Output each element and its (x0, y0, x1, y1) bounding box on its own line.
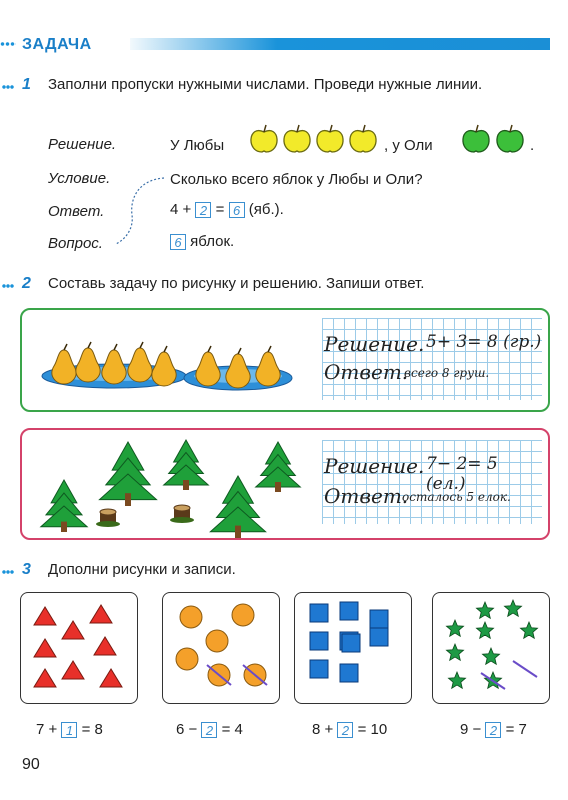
solution-label: Решение. (324, 454, 425, 478)
circles (163, 593, 278, 702)
trees-panel (20, 428, 550, 540)
label-answer: Ответ. (48, 203, 105, 220)
circles-frame (162, 592, 280, 704)
answer-expression (170, 200, 284, 220)
eq-left: 9 − (460, 721, 482, 738)
triangle (62, 621, 84, 639)
pear (76, 342, 100, 382)
triangle (34, 669, 56, 687)
grid-notebook (322, 440, 542, 524)
square (340, 602, 358, 620)
pear (128, 342, 152, 382)
eq-right: = 4 (221, 721, 243, 738)
task3-text: Дополни рисунки и записи. (48, 561, 236, 578)
equation-3 (312, 721, 387, 738)
star (520, 622, 537, 638)
triangle (34, 639, 56, 657)
answer-text: осталось 5 елок. (402, 490, 511, 504)
pears-plate-3 (180, 332, 300, 396)
square (310, 660, 328, 678)
fir-tree (99, 442, 156, 506)
lyuba-text: У Любы (170, 137, 225, 154)
equation-1 (36, 721, 103, 738)
square (342, 634, 360, 652)
task1-text: Заполни пропуски нужными числами. Проведи нужные линии. (48, 76, 483, 93)
square (310, 632, 328, 650)
star (448, 672, 465, 688)
task2-number: 2 (22, 275, 31, 292)
square (370, 628, 388, 646)
pear (152, 346, 176, 386)
section-title: ЗАДАЧА (22, 36, 92, 53)
circle (180, 606, 202, 628)
equation-4 (460, 721, 527, 738)
pear (52, 344, 76, 384)
label-question: Вопрос. (48, 235, 103, 252)
star (446, 620, 463, 636)
star (504, 600, 521, 616)
fir-tree (41, 480, 87, 532)
stars-frame (432, 592, 550, 704)
pear (256, 346, 280, 386)
task1-number: 1 (22, 76, 31, 93)
eq-box-4[interactable]: 2 (485, 722, 501, 738)
yellow-apple (317, 125, 343, 152)
pear (226, 348, 250, 388)
tree-stump (96, 509, 120, 527)
expr-part: (яб.). (248, 201, 284, 218)
grid-notebook (322, 318, 542, 400)
period: . (530, 137, 535, 154)
answer-text: всего 8 груш. (404, 366, 490, 380)
task-marker (2, 283, 14, 289)
circle (176, 648, 198, 670)
triangle (62, 661, 84, 679)
answer-label: Ответ. (324, 360, 409, 384)
answer-box-1[interactable]: 2 (195, 202, 211, 218)
star (476, 622, 493, 638)
triangles (21, 593, 136, 702)
olya-text: , у Оли (384, 137, 433, 154)
label-condition: Условие. (48, 170, 111, 187)
eq-right: = 10 (357, 721, 388, 738)
solution-label: Решение. (324, 332, 425, 356)
expr-part: 4 + (170, 201, 192, 218)
pear (102, 344, 126, 384)
fir-tree (164, 440, 209, 490)
fir-trees-and-stumps (32, 434, 312, 538)
triangle (34, 607, 56, 625)
star (482, 648, 499, 664)
yellow-apple (350, 125, 376, 152)
pear (196, 346, 220, 386)
circle (206, 630, 228, 652)
star (476, 602, 493, 618)
circle (232, 604, 254, 626)
solution-expression: 5+ 3= 8 (гр.) (426, 332, 542, 352)
square (340, 664, 358, 682)
triangle (100, 669, 122, 687)
green-apple (463, 125, 489, 152)
eq-right: = 8 (81, 721, 103, 738)
triangle (90, 605, 112, 623)
question-answer-text: яблок. (190, 233, 235, 250)
task-marker (2, 569, 14, 575)
connecting-line (112, 170, 172, 250)
yellow-apples (246, 122, 386, 156)
eq-box-1[interactable]: 1 (61, 722, 77, 738)
answer-box-2[interactable]: 6 (229, 202, 245, 218)
equation-2 (176, 721, 243, 738)
triangles-frame (20, 592, 138, 704)
square (370, 610, 388, 628)
star (446, 644, 463, 660)
squares-frame (294, 592, 412, 704)
question-answer (170, 232, 234, 252)
green-apples (460, 122, 530, 156)
cross-out-line (513, 661, 537, 677)
solution-expression: 7− 2= 5 (ел.) (426, 454, 498, 494)
page-number: 90 (22, 756, 40, 773)
yellow-apple (251, 125, 277, 152)
pears-panel (20, 308, 550, 412)
expr-part: = (215, 201, 225, 218)
triangle (94, 637, 116, 655)
eq-left: 7 + (36, 721, 58, 738)
yellow-apple (284, 125, 310, 152)
question-box[interactable]: 6 (170, 234, 186, 250)
eq-left: 6 − (176, 721, 198, 738)
task3-number: 3 (22, 561, 31, 578)
pears-plate-5 (36, 328, 196, 396)
eq-box-2[interactable]: 2 (201, 722, 217, 738)
square (310, 604, 328, 622)
question-text: Сколько всего яблок у Любы и Оли? (170, 171, 423, 188)
eq-box-3[interactable]: 2 (337, 722, 353, 738)
label-solution: Решение. (48, 136, 117, 153)
fir-tree (256, 442, 301, 492)
tree-stump (170, 505, 194, 523)
stars (433, 593, 548, 702)
green-apple (497, 125, 523, 152)
eq-right: = 7 (505, 721, 527, 738)
header-bar (130, 38, 550, 50)
eq-left: 8 + (312, 721, 334, 738)
task-marker (2, 84, 14, 90)
squares (295, 593, 410, 702)
task2-text: Составь задачу по рисунку и решению. Запиши ответ. (48, 275, 425, 292)
header-dots (0, 41, 16, 47)
answer-label: Ответ. (324, 484, 409, 508)
